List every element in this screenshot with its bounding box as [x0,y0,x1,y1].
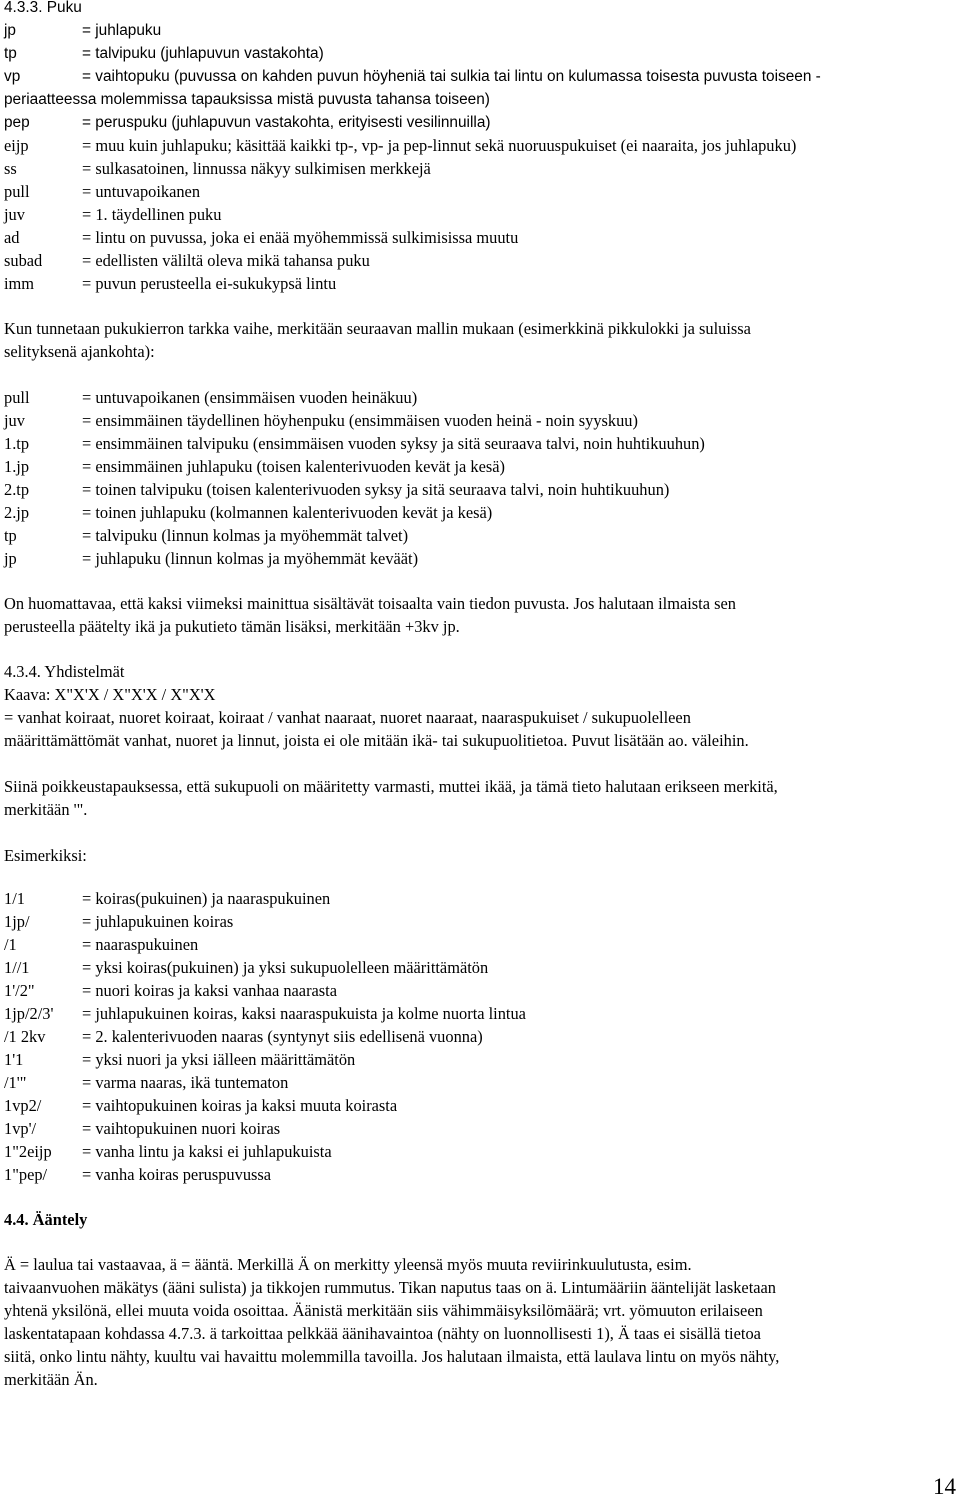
example-row [4,1025,954,1048]
example-row [4,1163,954,1186]
definition-row [4,272,954,295]
example-row [4,910,954,933]
example-abbr: jp [4,549,17,568]
paragraph-line: laskentatapaan kohdassa 4.7.3. ä tarkoittaa pelkkää äänihavaintoa (nähty on luonnollisesti 1), Ä taas ei sisällä tietoa [4,1324,761,1343]
note-paragraph [4,592,954,638]
gull-example-list [4,386,954,570]
example-desc: = ensimmäinen juhlapuku (toisen kalenterivuoden kevät ja kesä) [82,457,505,476]
example-row [4,956,954,979]
example-desc: = nuori koiras ja kaksi vanhaa naarasta [82,981,338,1000]
example-abbr: 2.tp [4,480,30,499]
definition-row [4,42,954,65]
example-abbr: 1"2eijp [4,1142,52,1161]
example-desc: = 2. kalenterivuoden naaras (syntynyt siis edellisenä vuonna) [82,1027,483,1046]
example-row [4,979,954,1002]
example-desc: = vaihtopukuinen nuori koiras [82,1119,281,1138]
definition-row [4,134,954,157]
section-heading-44: 4.4. Ääntely [4,1210,88,1229]
page-number: 14 [933,1474,956,1499]
definition-desc: = untuvapoikanen [82,182,201,201]
example-abbr: 2.jp [4,503,30,522]
example-row [4,1094,954,1117]
definition-abbr: pep [4,114,30,131]
definition-desc: = puvun perusteella ei-sukukypsä lintu [82,274,337,293]
definition-abbr: juv [4,205,25,224]
definition-desc: = 1. täydellinen puku [82,205,222,224]
definition-row [4,249,954,272]
example-desc: = juhlapuku (linnun kolmas ja myöhemmät keväät) [82,549,419,568]
example-desc: = vanha lintu ja kaksi ei juhlapukuista [82,1142,332,1161]
definition-abbr: vp [4,68,21,85]
definition-row [4,19,954,42]
example-row [4,455,954,478]
example-abbr: 1jp/ [4,912,30,931]
example-desc: = talvipuku (linnun kolmas ja myöhemmät talvet) [82,526,409,545]
example-desc: = juhlapukuinen koiras [82,912,234,931]
paragraph-line: merkitään Än. [4,1370,98,1389]
section-434 [4,660,954,752]
intro-paragraph [4,317,954,363]
example-abbr: 1'/2" [4,981,35,1000]
example-abbr: 1/1 [4,889,25,908]
example-row [4,887,954,910]
combination-example-list [4,887,954,1186]
paragraph-line: selityksenä ajankohta): [4,342,155,361]
example-desc: = yksi koiras(pukuinen) ja yksi sukupuolelleen määrittämätön [82,958,489,977]
definition-abbr: subad [4,251,43,270]
example-row [4,478,954,501]
paragraph-line: Siinä poikkeustapauksessa, että sukupuoli on määritetty varmasti, muttei ikää, ja tämä tieto halutaan erikseen merkitä, [4,777,778,796]
example-abbr: tp [4,526,17,545]
example-desc: = ensimmäinen täydellinen höyhenpuku (ensimmäisen vuoden heinä - noin syyskuu) [82,411,638,430]
example-desc: = yksi nuori ja yksi iälleen määrittämätön [82,1050,356,1069]
formula-description-line: = vanhat koiraat, nuoret koiraat, koiraat / vanhat naaraat, nuoret naaraat, naaraspukuiset / sukupuolelleen [4,708,691,727]
example-desc: = koiras(pukuinen) ja naaraspukuinen [82,889,331,908]
paragraph-line: taivaanvuohen mäkätys (ääni sulista) ja tikkojen rummutus. Tikan naputus taas on ä. Lintumääriin ääntelijät lasketaan [4,1278,776,1297]
example-abbr: pull [4,388,30,407]
example-row [4,524,954,547]
definition-continuation: periaatteessa molemmissa tapauksissa mistä puvusta tahansa toiseen) [4,91,490,108]
formula-description-line: määrittämättömät vanhat, nuoret ja linnut, joista ei ole mitään ikä- tai sukupuolitietoa. Puvut lisätään ao. väleihin. [4,731,749,750]
example-row [4,1117,954,1140]
example-abbr: juv [4,411,25,430]
example-abbr: 1vp'/ [4,1119,37,1138]
paragraph-line: perusteella päätelty ikä ja pukutieto tämän lisäksi, merkitään +3kv jp. [4,617,460,636]
example-desc: = toinen juhlapuku (kolmannen kalenterivuoden kevät ja kesä) [82,503,493,522]
example-row [4,1071,954,1094]
example-abbr: /1 [4,935,17,954]
example-row [4,1140,954,1163]
example-row [4,501,954,524]
definition-abbr: pull [4,182,30,201]
paragraph-line: On huomattavaa, että kaksi viimeksi mainittua sisältävät toisaalta vain tiedon puvusta. Jos halutaan ilmaista sen [4,594,736,613]
aantely-paragraph [4,1253,954,1391]
definition-desc: = juhlapuku [82,22,162,39]
definition-abbr: ss [4,159,17,178]
definition-desc: = sulkasatoinen, linnussa näkyy sulkimisen merkkejä [82,159,431,178]
example-desc: = naaraspukuinen [82,935,199,954]
example-row [4,386,954,409]
example-desc: = varma naaras, ikä tuntematon [82,1073,289,1092]
example-abbr: 1.jp [4,457,30,476]
paragraph-line: Ä = laulua tai vastaavaa, ä = ääntä. Merkillä Ä on merkitty yleensä myös muuta reviirinkuulutusta, esim. [4,1255,692,1274]
example-abbr: 1jp/2/3' [4,1004,54,1023]
paragraph-line: yhtenä yksilönä, ellei muuta voida osoittaa. Äänistä merkitään siis vähimmäisyksilömäärä; vrt. yömuuton erilaiseen [4,1301,763,1320]
definition-desc: = muu kuin juhlapuku; käsittää kaikki tp-, vp- ja pep-linnut sekä nuoruuspukuiset (ei naaraita, jos juhlapuku) [82,136,797,155]
exception-paragraph [4,775,954,821]
example-abbr: /1'" [4,1073,27,1092]
examples-heading: Esimerkiksi: [4,846,87,865]
example-desc: = ensimmäinen talvipuku (ensimmäisen vuoden syksy ja sitä seuraava talvi, noin huhtikuuhun) [82,434,705,453]
example-desc: = vanha koiras peruspuvussa [82,1165,272,1184]
definition-abbr: jp [4,22,16,39]
paragraph-line: merkitään '". [4,800,88,819]
definition-row [4,203,954,226]
definition-row [4,157,954,180]
example-abbr: /1 2kv [4,1027,46,1046]
example-desc: = vaihtopukuinen koiras ja kaksi muuta koirasta [82,1096,398,1115]
example-desc: = untuvapoikanen (ensimmäisen vuoden heinäkuu) [82,388,418,407]
definition-abbr: imm [4,274,35,293]
example-abbr: 1.tp [4,434,30,453]
example-row [4,409,954,432]
example-abbr: 1vp2/ [4,1096,42,1115]
example-row [4,432,954,455]
paragraph-line: Kun tunnetaan pukukierron tarkka vaihe, merkitään seuraavan mallin mukaan (esimerkkinä pikkulokki ja suluissa [4,319,751,338]
example-abbr: 1"pep/ [4,1165,48,1184]
formula-line: Kaava: X"X'X / X"X'X / X"X'X [4,685,216,704]
definition-desc: = lintu on puvussa, joka ei enää myöhemmissä sulkimisissa muutu [82,228,519,247]
example-row [4,1002,954,1025]
example-row [4,1048,954,1071]
definition-desc: = vaihtopuku (puvussa on kahden puvun höyheniä tai sulkia tai lintu on kulumassa toisesta puvusta toiseen - [82,68,821,85]
definition-abbr: ad [4,228,20,247]
example-row [4,933,954,956]
definition-desc: = peruspuku (juhlapuvun vastakohta, erityisesti vesilinnuilla) [82,114,491,131]
definition-desc: = edellisten väliltä oleva mikä tahansa puku [82,251,370,270]
paragraph-line: siitä, onko lintu nähty, kuultu vai havaittu molemmilla tavoilla. Jos halutaan ilmaista, että laulava lintu on myös nähty, [4,1347,780,1366]
example-abbr: 1'1 [4,1050,24,1069]
definition-abbr: tp [4,45,17,62]
definition-row [4,111,954,134]
definition-desc: = talvipuku (juhlapuvun vastakohta) [82,45,324,62]
example-abbr: 1//1 [4,958,30,977]
example-desc: = juhlapukuinen koiras, kaksi naaraspukuista ja kolme nuorta lintua [82,1004,526,1023]
definition-row [4,226,954,249]
definition-row [4,65,954,88]
example-desc: = toinen talvipuku (toisen kalenterivuoden syksy ja sitä seuraava talvi, noin huhtikuuhun) [82,480,670,499]
section-heading-433: 4.3.3. Puku [4,0,82,16]
puku-definition-list [4,19,954,295]
section-heading-434: 4.3.4. Yhdistelmät [4,662,125,681]
example-row [4,547,954,570]
definition-row [4,180,954,203]
definition-abbr: eijp [4,136,29,155]
